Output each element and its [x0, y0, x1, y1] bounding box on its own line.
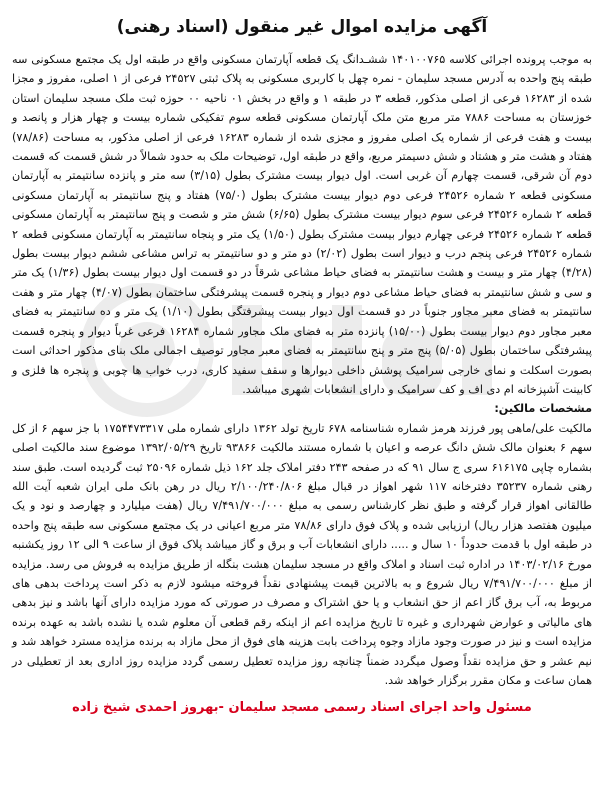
signature-line: مسئول واحد اجرای اسناد رسمی مسجد سلیمان -بهروز احمدی شیخ زاده — [72, 700, 532, 716]
owners-and-auction-terms-paragraph: مالکیت علی/ماهی پور فرزند هرمز شماره شناسنامه ۶۷۸ تاریخ تولد ۱۳۶۲ دارای شماره ملی ۱۷۵۴۴۷۳۳۱۷ با جز سهم ۶ از کل سهم ۶ بعنوان مالک شش دانگ عرصه و اعیان با شماره مستند مالکیت ۹۳۸۶۶ تاریخ ۱۳۹۲/۰۵/۲۹ موضوع سند مالکیت اصلی بشماره چاپی ۶۱۶۱۷۵ سری ج سال ۹۱ که در صفحه ۲۴۳ دفتر املاک جلد ۱۶۲ ذیل شماره ۲۵۰۹۶ ثبت گردیده است. طبق سند رهنی شماره ۳۵۲۳۷ دفترخانه ۱۱۷ شهر اهواز در قبال مبلغ ۲/۱۰۰/۲۴۰/۸۰۶ ریال در رهن بانک ملی ایران شعبه آیت الله طالقانی اهواز قرار گرفته و طبق نظر کارشناس رسمی به مبلغ ۷/۴۹۱/۷۰۰/۰۰۰ ریال (هفت میلیارد و چهارصد و نود و یک میلیون هفتصد هزار ریال) ارزیابی شده و پلاک فوق دارای ۷۸/۸۶ متر مربع اعیانی در یک مجتمع مسکونی سه طبقه پنج واحده در طبقه اول با قدمت حدوداً ۱۰ سال و ..... دارای انشعابات آب و برق و گاز میباشد پلاک فوق از ساعت ۹ الی ۱۲ روز یکشنبه مورخ ۱۴۰۳/۰۲/۱۶ در اداره ثبت اسناد و املاک واقع در مسجد سلیمان هشت بنگله از طریق مزایده به فروش می رسد. مزایده از مبلغ ۷/۴۹۱/۷۰۰/۰۰۰ ریال شروع و به بالاترین قیمت پیشنهادی نقداً فروخته میشود لازم به ذکر است پرداخت بدهی های مربوط به، آب برق گاز اعم از حق انشعاب و یا حق اشتراک و مصرف در صورتی که مورد مزایده دارای آنها باشد و نیز بدهی های مالیاتی و عوارض شهرداری و غیره تا تاریخ مزایده اعم از اینکه رقم قطعی آن معلوم شده یا نشده باشد به عهده برنده مزایده است و نیز در صورت وجود مازاد وجوه پرداخت بابت هزینه های فوق از محل مازاد به برنده مزایده مسترد خواهد شد و نیم عشر و حق مزایده نقداً وصول میگردد ضمناً چنانچه روز مزایده تعطیل رسمی گردد مزایده روز اداری بعد از تعطیلی در همان ساعت و مکان مقرر برگزار خواهد شد. — [12, 421, 593, 687]
notice-title: آگهی مزایده اموال غیر منقول (اسناد رهنی) — [116, 17, 488, 37]
property-description-paragraph: به موجب پرونده اجرائی کلاسه ۱۴۰۱۰۰۷۶۵ ششـدانگ یک قطعه آپارتمان مسکونی واقع در طبقه اول یک مجتمع مسکونی سه طبقه پنج واحده به آدرس مسجد سلیمان - نمره چهل با کاربری مسکونی به پلاک ثبتی ۲۴۵۲۷ فرعی از ۱ اصلی، مفروز و مجزا شده از ۱۶۲۸۳ فرعی از اصلی مذکور، قطعه ۳ در طبقه ۱ و واقع در بخش ۰۱ ناحیه ۰۰ حوزه ثبت ملک مسجد سلیمان استان خوزستان به مساحت ۷۸۸۶ متر مربع متن ملک آپارتمان مسکونی قطعه سوم تفکیکی شماره بیست و چهار هزار و پانصد و بیست و هفت فرعی از شماره یک اصلی مفروز و مجزی شده از شماره ۱۶۲۸۳ فرعی از اصلی مذکور، به مساحت (۷۸/۸۶) هفتاد و هشت متر و هشتاد و شش دسیمتر مربع، واقع در طبقه اول، توضیحات ملک به حدود شمالاً در شش قسمت که قسمت دوم آن شرقی، قسمت چهارم آن غربی است. اول دیوار بیست مشترک بطول (۳/۱۵) سه متر و پانزده سانتیمتر به آپارتمان مسکونی قطعه ۲ شماره ۲۴۵۲۶ فرعی دوم دیوار بیست مشترک بطول (۷۵/۰) هفتاد و پنج سانتیمتر به آپارتمان مسکونی قطعه ۲ شماره ۲۴۵۲۶ فرعی سوم دیوار بیست مشترک بطول (۶/۶۵) شش متر و شصت و پنج سانتیمتر به آپارتمان مسکونی قطعه ۲ شماره ۲۴۵۲۶ فرعی چهارم دیوار بیست مشترک بطول (۱/۵۰) یک متر و پنجاه سانتیمتر به آپارتمان مسکونی قطعه ۲ شماره ۲۴۵۲۶ فرعی پنجم درب و دیوار است بطول (۲/۰۲) دو متر و دو سانتیمتر به تراس مشاعی ششم دیوار بیست بطول (۴/۲۸) چهار متر و بیست و هشت سانتیمتر به فضای حیاط مشاعی شرقاً در دو قسمت اول دیوار بیست بطول (۱/۳۶) یک متر و سی و شش سانتیمتر به فضای حیاط مشاعی دوم دیوار و پنجره قسمت پیشرفتگی ساختمان بطول (۴/۰۷) چهار متر و هفت سانتیمتر به فضای معبر مجاور جنوباً در دو قسمت اول دیوار بیست پیشرفتگی بطول (۱/۱۰) یک متر و ده سانتیمتر به فضای معبر مجاور دوم دیوار بیست بطول (۱۵/۰۰) پانزده متر به فضای ملک مجاور شماره ۱۶۲۸۴ فرعی غرباً دیوار و پنجره قسمت پیشرفتگی ساختمان بطول (۵/۰۵) پنج متر و پنج سانتیمتر به فضای معبر مجاور توصیف اجمالی ملک بنای مذکور احداثی است بصورت اسکلت و نمای خارجی سرامیک پوشش داخلی دیوارها و سقف سفید کاری، درب خواب ها چوبی و پنجره ها فلزی و کابینت آشپزخانه ام دی اف و کف سرامیک و دارای انشعابات شهری میباشد. — [12, 53, 593, 396]
owners-section-heading: مشخصات مالکین: — [494, 402, 592, 416]
